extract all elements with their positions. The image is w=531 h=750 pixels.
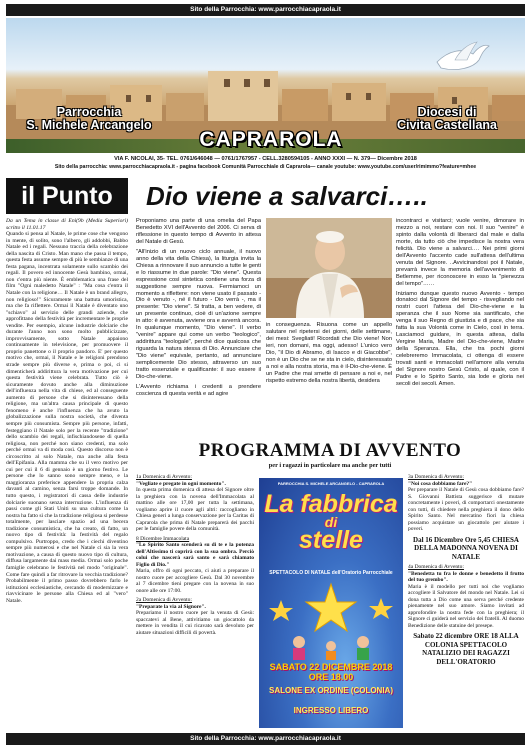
avvento-item: 2a Domenica di Avvento: "Preparate la via al Signore". Prepariamo il nostro cuore per la venuta di Gesù: spaccatevi al Bene, attivitiamo un giocattolo da mettere in vendita il cui ricavato sarà devoluto per aiutare situazioni difficili di povertà. xyxy=(136,597,254,636)
article-paragraph: L'Avvento richiama i credenti a prendere coscienza di questa verità e ad agire xyxy=(136,383,261,397)
show-announcement: Sabato 22 dicembre ORE 18 ALLA COLONIA SPETTACOLO NATALIZIO DEI RAGAZZI DELL'ORATORIO xyxy=(413,632,519,666)
article-paragraph: incontrarci e visitarci; vuole venire, dimorare in mezzo a noi, restare con noi. Il suo "venire" è spinto dalla volontà di liberarci dal male e dalla morte, da tutto ciò che impedisce la nostra vera felicità. Dio viene a salvarci…. Nei primi giorni dell'Avvento l'accento cade sull'attesa dell'ultima venuta del Signore. ..Avvicinandosi poi il Natale, prevarrà invece la memoria dell'avvenimento di Betlemme, per riconoscere in esso la "pienezza del tempo"…… xyxy=(396,218,524,287)
avvento-item: 8 Dicembre Immacolata "Lo Spirito Santo scenderà su di te e la potenza dell'Altissimo ti coprirà con la sua ombra. Perciò colui che nascerà sarà santo e sarà chiamato Figlio di Dio." Maria, offro di ogni peccato, ci aiuti a preparare il nostro cuore per accogliere Gesù. Dal 30 novembre al 7 dicembre tieni pregare con la novena in suo onore alle ore 17:00. xyxy=(136,535,254,594)
contact-info-line: VIA F. NICOLAI, 35- TEL. 0761/646048 — 0761/1767957 - CELL.3280594105 - ANNO XXXI — N. 379— Dicembre 2018 xyxy=(114,156,417,162)
essay-lead: Da un Tema in classe di Eni(9b (Media Superiori) scritto il 11.01.17 xyxy=(6,218,128,231)
links-line: Sito della parrocchia: www.parrocchiacapraola.it - pagina facebook Comunità Parrocchiale di Caprarola— canale youtube: www.youtube.com/user/rimimmo?feature=mhee xyxy=(54,164,477,170)
novena-announcement: Dal 16 Dicembre Ore 5,45 CHIESA DELLA MADONNA NOVENA DI NATALE xyxy=(413,535,519,561)
avvento-left-column xyxy=(136,474,254,730)
pope-figure xyxy=(266,218,392,318)
article-column-2 xyxy=(266,322,392,440)
article-paragraph: "All'inizio di un nuovo ciclo annuale, il nuovo anno della vita della Chiesa), la liturgia invita la Chiesa a rinnovare il suo annuncio a tutte le genti e lo riassume in due parole: "Dio viene". Questa espressione così sintetica contiene una forza di suggestione sempre nuova. Fermiamoci un momento a riflettere: non viene usato il passato - Dio è venuto -, né il futuro - Dio verrà -, ma il presente: "Dio viene". Si tratta, a ben vedere, di un presente continuo, cioè di un'azione sempre in atto: è avvenuta, avviene ora e avverrà ancora. In qualunque momento, "Dio viene". Il verbo "venire" appare qui come un verbo "teologico", addirittura "teologale", perché dice qualcosa che riguarda la natura stessa di Dio. Annunciare che "Dio viene" equivale, pertanto, ad annunciare semplicemente Dio stesso, attraverso un suo tratto essenziale e qualificante: il suo essere il Dio-che-viene. xyxy=(136,248,261,380)
avvento-item: 4a Domenica di Avvento: "Benedetta tu fra le donne e benedetto il frutto del tuo grembo". Maria è il modello per tutti noi che vogliamo accogliere il Salvatore del mondo nel Natale. Lei si dona tutta a Dio come una serva perché credente pienamente nel suo amore. Siamo invitati ad approfondire la nostra fede con la preghiera; il Signore ci guiderà nel servizio dei fratelli. Al duomo Benedizione delle statuine del presepe. xyxy=(408,564,524,629)
diocese-name: Diocesi di Civita Castellana xyxy=(396,105,498,132)
avvento-right-column xyxy=(408,474,524,730)
article-paragraph: Iniziamo dunque questo nuovo Avvento - tempo donatoci dal Signore del tempo - risvegliando nel nostri cuori l'attesa del Dio-che-viene e la speranza che il suo Nome sia santificato, che venga il suo Regno di giustizia e di pace, che sia fatta la sua Volontà come in Cielo, così in terra. Lasciamoci guidare, in questa attesa, dalla Vergine Maria, Madre del Dio-che-viene, Madre della Speranza. Ella, che tra pochi giorni celebreremo Immacolata, ci ottenga di essere trovati santi e immacolati nell'amore alla venuta del Signore nostro Gesù Cristo, al quale, con il Padre e lo Spirito Santo, sia lode e gloria nei secoli dei secoli. Amen. xyxy=(396,290,524,387)
avvento-title: PROGRAMMA DI AVVENTO xyxy=(198,440,462,461)
avvento-subtitle: per i ragazzi in particolare ma anche per tutti xyxy=(268,462,392,469)
poster-entry: INGRESSO LIBERO xyxy=(293,706,369,715)
poster-subtitle: SPETTACOLO DI NATALE dell'Oratorio Parrocchiale xyxy=(269,570,393,576)
avvento-item: 3a Domenica di Avvento: "Noi cosa dobbiamo fare?" Per preparare il Natale di Gesù cosa dobbiamo fare? S. Giovanni Battista suggerisce di mutare concretamente i poveri, di comportarci onestamente con tutti, di chiedere nella preghiera il dono dello Spirito Santo. Nel mercatino fiori la chiesa possiamo acquistare un giocattolo per aiutare i poveri. xyxy=(408,474,524,532)
newspaper-title: CAPRAROLA xyxy=(199,128,343,151)
masthead-banner xyxy=(6,18,525,153)
section-tag: il Punto xyxy=(6,178,128,214)
event-poster xyxy=(259,478,403,728)
article-paragraph: in conseguenza. Risuona come un appello salutare nel ripetersi dei giorni, delle settimane, dei mesi: Svegliati! Ricordati che Dio viene! Non ieri, non domani, ma oggi, adesso! L'unico vero Dio, "il Dio di Abramo, di Isacco e di Giacobbe", non è un Dio che se ne sta in cielo, disinteressato a noi e alla nostra storia, ma è il-Dio-che-viene. È un Padre che mai smette di pensare a noi e, nel rispetto estremo della nostra libertà, desidera xyxy=(266,322,392,384)
parish-name: Parrocchia S. Michele Arcangelo xyxy=(26,105,152,132)
poster-date: SABATO 22 DICEMBRE 2018 ORE 18.00 xyxy=(269,662,393,682)
poster-top-text: PARROCCHIA S. MICHELE ARCANGELO - CAPRAROLA xyxy=(277,481,385,486)
bottom-site-bar: Sito della Parrocchia: www.parrocchiacapraola.it xyxy=(6,733,525,745)
pope-photo xyxy=(266,218,392,318)
poster-title: La fabbrica di stelle xyxy=(264,490,398,554)
essay-body: Quando si pensa al Natale, le prime cose che vengono in mente, di solito, sono l'albero, gli addobbi, Babbo Natale ed i regali. Nessuno traccia della celebrazione della nascita di Cristo. Man mano che passa il tempo, questa festa assume sempre di più le sembianze di una festa pagana, incentrata solamente sullo scambio dei regali. Il povero ed innocente Gesù bambino, ormai, non c'entra più niente. È emblematica una frase del film "Ogni maledetto Natale" : "Ma cosa c'entra il Natale con la religione… Il Natale è un brand allegro, non religioso!" Sicuramente una battuta umoristica, ma che fa riflettere. Ormai il Natale è diventato uno "schiavo" al servizio delle grandi aziende, che approfittano della festività per incrementare le proprie vendite. Per esempio, alcune industrie dolciarie che durante l'anno non sono molto pubblicizzate, improvvisamente, sotto Natale appaiono continuamente in televisione, per promuovere il proprio panettone o il proprio pandoro. E' per questo motivo che, ormai, il Natale e le religioni prendono strade sempre più diverse e, prima o poi, ci si dimenticherà addirittura la vera motivazione per cui questa festività viene celebrata. Tutto ciò è sicuramente dovuto anche alla diminuzione dell'influenza nella vita di chiese, ed al conseguente aumento di persone che si disinteressano della religione, ma un'altra causa principale di questo fenomeno è anche l'influenza che ha avuto la globalizzazione sulla nostra società, che diventa sempre più consumista. Sempre più persone, infatti, festeggiano il Natale solo per la recente "tradizione" dello scambio dei regali, infischiandosene di quella religiosa, non perché non siano credenti, ma solo perché ormai va di moda così. Questo discorso non è circoscritto al solo Natale, ma anche alla festa dell'Epifania. Alla mamma che su il vero motivo per cui per cui il 6 di gennaio è un giorno festivo. Le persone che lo sanno sono sempre meno, e la maggioranza preferisce appendere la propria calza davanti al camino, senza farsi troppe domande. In tutto questo, i registratori di cassa delle industrie dolciarie suonano senza interruzione. L'influenza di passi come gli Stati Uniti su una cultura come la nostra ha fatto sì che la tradizione religiosa si perdesse totalmente, per lasciare spazio ad una becera tradizione consumistica, che ha creato, di fatto, un nuovo tipo di festività: la festività del regalo compulsivo. Purtroppo, credo che i ciechi diventino sempre più numerosi e che nel Natale ci sia la vera motivazione, a causa di questo nuovo tipo di cultura, diffusa largamente dai mass media. Ormai solo poche famiglie celebrano le festività nel modo "originale". Come fare quindi a far ritrovare la vecchia tradizione? Probabilmente il primo passo dovrebbero farlo le istituzioni ecclesiastiche, cercando di modernizzare e riavvicinare le persone alla Chiesa ed al "vero" Natale. xyxy=(6,231,128,604)
star-children-illustration xyxy=(259,580,403,660)
article-paragraph: Proponiamo una parte di una omelia del Papa Benedetto XVI dell'Avvento del 2006. Ci serva di riflessione in questo tempo di Avvento in attesa del Natale di Gesù. xyxy=(136,218,261,245)
left-column-essay xyxy=(6,218,128,730)
page-headline: Dio viene a salvarci….. xyxy=(146,181,428,211)
poster-venue: SALONE EX ORDINE (COLONIA) xyxy=(268,686,393,695)
article-column-1 xyxy=(136,218,261,436)
top-site-bar: Sito della Parrocchia: www.parrocchiacapraola.it xyxy=(6,4,525,16)
avvento-item: 1a Domenica di Avvento: "Vegliate e pregate in ogni momento". In questa prima domenica di attesa del Signore oltre la preghiera con la novena dell'Immacolata al mattino alle ore 17,00 per tutta la settimana, vogliamo aprire il cuore agli altri: raccogliamo in Chiesa generi a lunga conservazione per la Caritas di Caprarola che prima di Natale preparerà dei pacchi per le famiglie povere della comunità. xyxy=(136,474,254,532)
article-column-3 xyxy=(396,218,524,436)
